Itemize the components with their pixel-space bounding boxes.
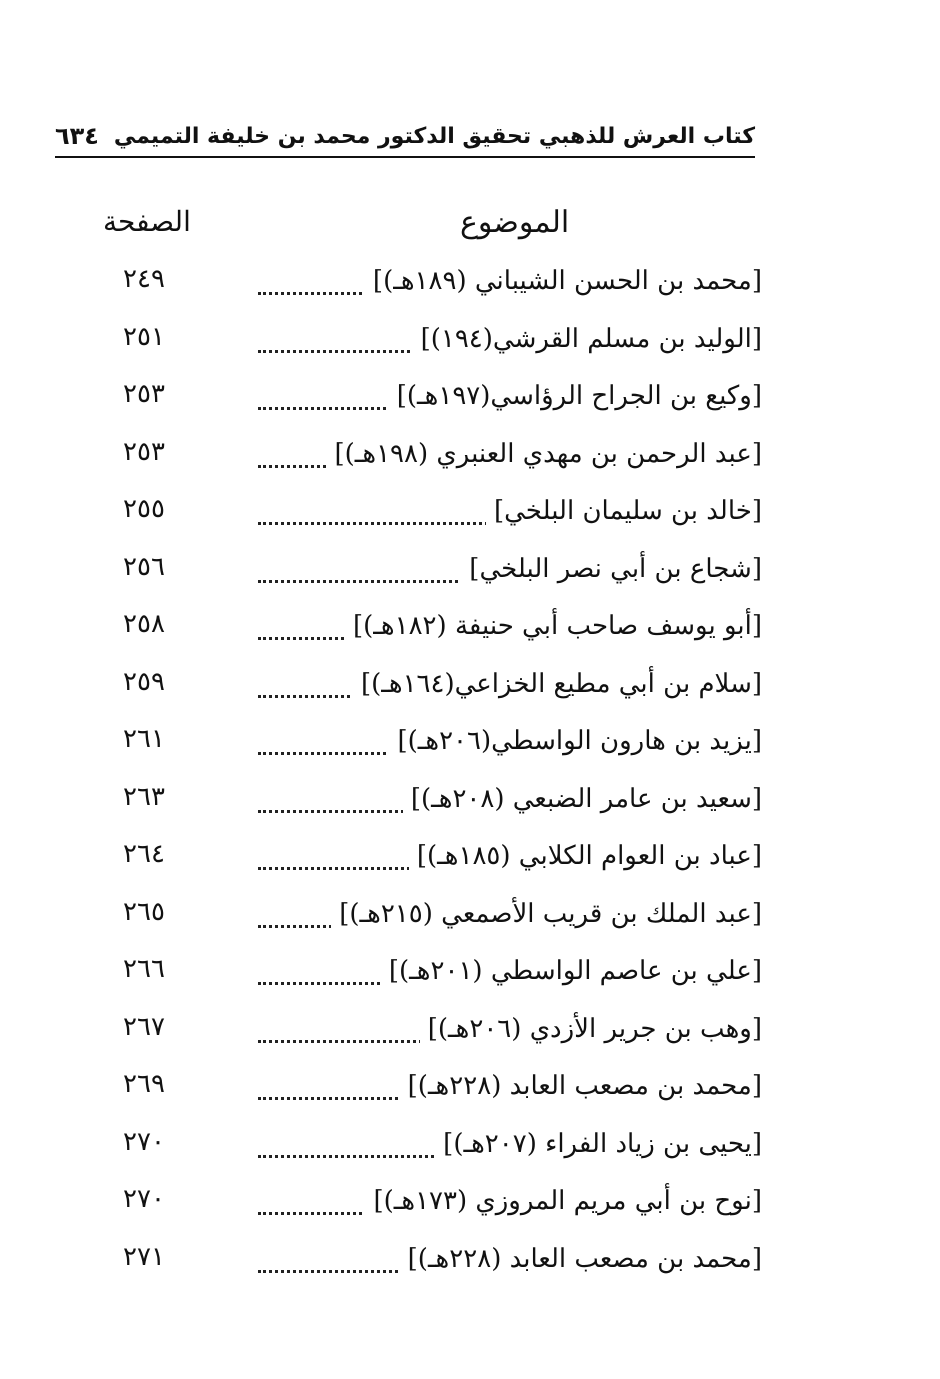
toc-entry [0, 605, 940, 663]
toc-entry-page: ٢٥٩ [123, 666, 165, 697]
toc-entry [0, 778, 940, 836]
toc-entry [0, 1123, 940, 1181]
column-headers [0, 205, 940, 255]
toc-entry-page: ٢٦٩ [123, 1069, 165, 1099]
toc-entry-title: [الوليد بن مسلم القرشي(١٩٤)] [413, 324, 762, 354]
toc-entry-title: [محمد بن مصعب العابد (٢٢٨هـ)] [400, 1071, 762, 1101]
toc-entry-page: ٢٦٥ [123, 896, 165, 927]
toc-entry [0, 1008, 940, 1066]
toc-entry-page: ٢٧٠ [123, 1184, 165, 1214]
running-title: كتاب العرش للذهبي تحقيق الدكتور محمد بن خليفة التميمي [113, 124, 755, 149]
toc-entry-title: [خالد بن سليمان البلخي] [486, 496, 762, 526]
toc-entry-page: ٢٥٥ [123, 494, 165, 524]
toc-entry-page: ٢٥٣ [123, 436, 165, 467]
page-column-header: الصفحة [103, 205, 191, 238]
toc-entry [0, 490, 940, 548]
toc-entry-title: [محمد بن مصعب العابد (٢٢٨هـ)] [400, 1244, 762, 1274]
toc-entry [0, 318, 940, 376]
toc-entry-page: ٢٥٣ [123, 379, 165, 409]
toc-entry-page: ٢٦١ [123, 724, 165, 754]
toc-entry [0, 260, 940, 318]
topic-column-header: الموضوع [460, 205, 570, 240]
toc-entry [0, 1238, 940, 1296]
toc-entry-title: [نوح بن أبي مريم المروزي (١٧٣هـ)] [365, 1186, 762, 1216]
toc-entry-page: ٢٤٩ [123, 264, 165, 294]
toc-entry [0, 835, 940, 893]
toc-entry [0, 720, 940, 778]
toc-entry [0, 548, 940, 606]
toc-entry-page: ٢٦٤ [123, 839, 165, 869]
toc-entry-title: [شجاع بن أبي نصر البلخي] [461, 554, 762, 584]
toc-entry-title: [علي بن عاصم الواسطي (٢٠١هـ)] [381, 956, 762, 986]
toc-entry-title: [سلام بن أبي مطيع الخزاعي(١٦٤هـ)] [353, 669, 762, 699]
toc-entry [0, 893, 940, 951]
toc-entry [0, 1065, 940, 1123]
toc-entry-title: [يزيد بن هارون الواسطي(٢٠٦هـ)] [389, 726, 762, 756]
toc-entry-page: ٢٦٦ [123, 954, 165, 984]
toc-entry [0, 433, 940, 491]
toc-entry-title: [وهب بن جرير الأزدي (٢٠٦هـ)] [420, 1014, 762, 1044]
toc-entry-page: ٢٥٨ [123, 609, 165, 639]
toc-entry-page: ٢٦٣ [123, 781, 165, 812]
toc-entry-title: [محمد بن الحسن الشيباني (١٨٩هـ)] [365, 266, 762, 296]
toc-entry [0, 1180, 940, 1238]
toc-entry-page: ٢٧٠ [123, 1126, 165, 1157]
toc-entry-title: [عباد بن العوام الكلابي (١٨٥هـ)] [409, 841, 762, 871]
toc-entry-page: ٢٥٦ [123, 551, 165, 582]
toc-entry-title: [سعيد بن عامر الضبعي (٢٠٨هـ)] [403, 784, 762, 814]
toc-entry-page: ٢٥١ [123, 321, 165, 352]
toc-entry-title: [عبد الملك بن قريب الأصمعي (٢١٥هـ)] [331, 899, 762, 929]
toc-entry-title: [وكيع بن الجراح الرؤاسي(١٩٧هـ)] [389, 381, 762, 411]
header-rule [55, 156, 755, 158]
running-header [55, 118, 755, 158]
toc-entry-title: [يحيى بن زياد الفراء (٢٠٧هـ)] [435, 1129, 762, 1159]
toc-entry-title: [عبد الرحمن بن مهدي العنبري (١٩٨هـ)] [326, 439, 762, 469]
toc-entry-title: [أبو يوسف صاحب أبي حنيفة (١٨٢هـ)] [345, 611, 762, 641]
toc-entry-page: ٢٦٧ [123, 1011, 165, 1042]
toc-entry-page: ٢٧١ [123, 1241, 165, 1272]
toc-entry [0, 663, 940, 721]
toc-entry [0, 375, 940, 433]
toc-entry [0, 950, 940, 1008]
page-number: ٦٣٤ [55, 122, 99, 150]
table-of-contents [0, 260, 940, 1295]
